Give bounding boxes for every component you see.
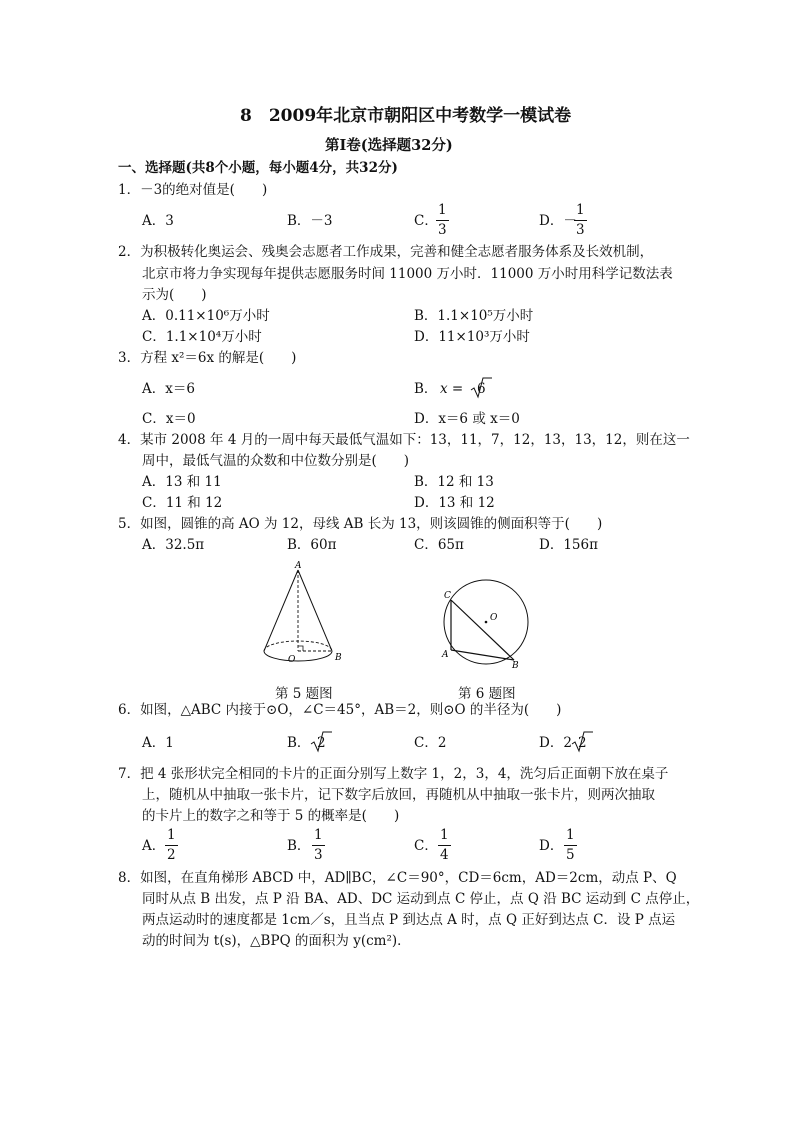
q1-option-c-fraction	[436, 204, 449, 237]
q3-option-a: A．x＝6	[142, 381, 195, 397]
fig6-label-o: O	[490, 613, 498, 623]
q6-option-d-radicand: 2	[578, 735, 587, 751]
q3-option-b-expr: x =	[440, 381, 464, 397]
q7-option-b-fraction	[312, 829, 325, 862]
q1-stem: 1．－3的绝对值是( )	[118, 182, 268, 198]
q1-option-b: B．－3	[287, 213, 333, 229]
q1-c-numerator: 1	[436, 204, 449, 221]
q1-c-denominator: 3	[438, 221, 447, 238]
q7-a-numerator: 1	[165, 829, 178, 846]
circle-figure	[437, 579, 537, 671]
q7-c-denominator: 4	[440, 846, 449, 863]
q1-option-d-label: D．－	[539, 213, 577, 229]
q6-option-a: A．1	[142, 735, 174, 751]
q3-option-b-radicand: 6	[477, 381, 486, 397]
q4-option-c: C．11 和 12	[142, 495, 223, 511]
q6-option-b-radicand: 2	[317, 735, 326, 751]
q2-option-d: D．11×10³万小时	[414, 329, 530, 345]
q7-option-a-fraction	[165, 829, 178, 862]
fig6-caption: 第 6 题图	[458, 686, 516, 702]
q5-option-a: A．32.5π	[142, 537, 205, 553]
q3-option-c: C．x＝0	[142, 411, 196, 427]
part-heading: 一、选择题(共8个小题，每小题4分，共32分)	[118, 160, 398, 176]
fig6-label-c: C	[444, 591, 451, 601]
q6-option-c: C．2	[414, 735, 447, 751]
q7-option-c-label: C．	[414, 838, 438, 854]
q3-option-b-label: B．	[414, 381, 438, 397]
q7-line2: 上，随机从中抽取一张卡片，记下数字后放回，再随机从中抽取一张卡片，则两次抽取	[142, 787, 655, 803]
q4-option-d: D．13 和 12	[414, 495, 495, 511]
fig6-label-b: B	[512, 661, 519, 671]
q5-option-b: B．60π	[287, 537, 337, 553]
fig5-label-b: B	[335, 653, 342, 663]
q3-stem: 3．方程 x²＝6x 的解是( )	[118, 350, 297, 366]
q4-option-a: A．13 和 11	[142, 474, 222, 490]
q6-stem: 6．如图，△ABC 内接于⊙O，∠C＝45°，AB＝2，则⊙O 的半径为( )	[118, 702, 562, 718]
q3-option-d: D．x＝6 或 x＝0	[414, 411, 520, 427]
q2-option-b: B．1.1×10⁵万小时	[414, 308, 534, 324]
q7-line1: 7．把 4 张形状完全相同的卡片的正面分别写上数字 1，2，3，4，洗匀后正面朝下放在桌子	[118, 766, 669, 782]
q1-d-denominator: 3	[576, 221, 585, 238]
cone-figure	[255, 558, 355, 673]
q1-option-d-fraction	[574, 204, 587, 237]
exam-title: 8 2009年北京市朝阳区中考数学一模试卷	[240, 106, 572, 126]
q7-b-numerator: 1	[312, 829, 325, 846]
q7-option-b-label: B．	[287, 838, 311, 854]
q4-option-b: B．12 和 13	[414, 474, 494, 490]
section-title: 第Ⅰ卷(选择题32分)	[325, 137, 453, 154]
q5-stem: 5．如图，圆锥的高 AO 为 12，母线 AB 长为 13，则该圆锥的侧面积等于( )	[118, 516, 603, 532]
q2-option-c: C．1.1×10⁴万小时	[142, 329, 262, 345]
q5-option-c: C．65π	[414, 537, 464, 553]
fig5-label-a: A	[295, 561, 302, 571]
q8-line3: 两点运动时的速度都是 1cm／s，且当点 P 到达点 A 时，点 Q 正好到达点 C．设 P 点运	[142, 912, 676, 928]
q1-option-a: A．3	[142, 213, 174, 229]
q1-d-numerator: 1	[574, 204, 587, 221]
q2-line3: 示为( )	[142, 287, 207, 303]
q7-line3: 的卡片上的数字之和等于 5 的概率是( )	[142, 808, 400, 824]
q7-b-denominator: 3	[314, 846, 323, 863]
fig6-label-a: A	[442, 650, 449, 660]
q7-option-d-fraction	[564, 829, 577, 862]
fig5-label-o: O	[288, 655, 296, 665]
q7-d-denominator: 5	[566, 846, 575, 863]
q1-option-c-label: C．	[414, 213, 438, 229]
q7-option-c-fraction	[438, 829, 451, 862]
q4-line2: 周中，最低气温的众数和中位数分别是( )	[142, 453, 410, 469]
q2-line2: 北京市将力争实现每年提供志愿服务时间 11000 万小时．11000 万小时用科学记数法表	[142, 266, 673, 282]
q2-line1: 2．为积极转化奥运会、残奥会志愿者工作成果，完善和健全志愿者服务体系及长效机制，	[118, 244, 654, 260]
fig5-caption: 第 5 题图	[275, 686, 333, 702]
q6-option-b-label: B．	[287, 735, 311, 751]
q8-line1: 8．如图，在直角梯形 ABCD 中，AD∥BC，∠C＝90°，CD＝6cm，AD＝2cm，动点 P、Q	[118, 870, 677, 886]
q7-d-numerator: 1	[564, 829, 577, 846]
q8-line2: 同时从点 B 出发，点 P 沿 BA、AD、DC 运动到点 C 停止，点 Q 沿 BC 运动到 C 点停止，	[142, 891, 700, 907]
q4-line1: 4．某市 2008 年 4 月的一周中每天最低气温如下：13，11，7，12，13，13，12，则在这一	[118, 432, 690, 448]
q7-a-denominator: 2	[167, 846, 176, 863]
q7-c-numerator: 1	[438, 829, 451, 846]
q7-option-d-label: D．	[539, 838, 564, 854]
q6-option-d-label: D．2	[539, 735, 572, 751]
q5-option-d: D．156π	[539, 537, 598, 553]
q7-option-a-label: A．	[142, 838, 166, 854]
q2-option-a: A．0.11×10⁶万小时	[142, 308, 270, 324]
q8-line4: 动的时间为 t(s)，△BPQ 的面积为 y(cm²)．	[142, 933, 411, 949]
